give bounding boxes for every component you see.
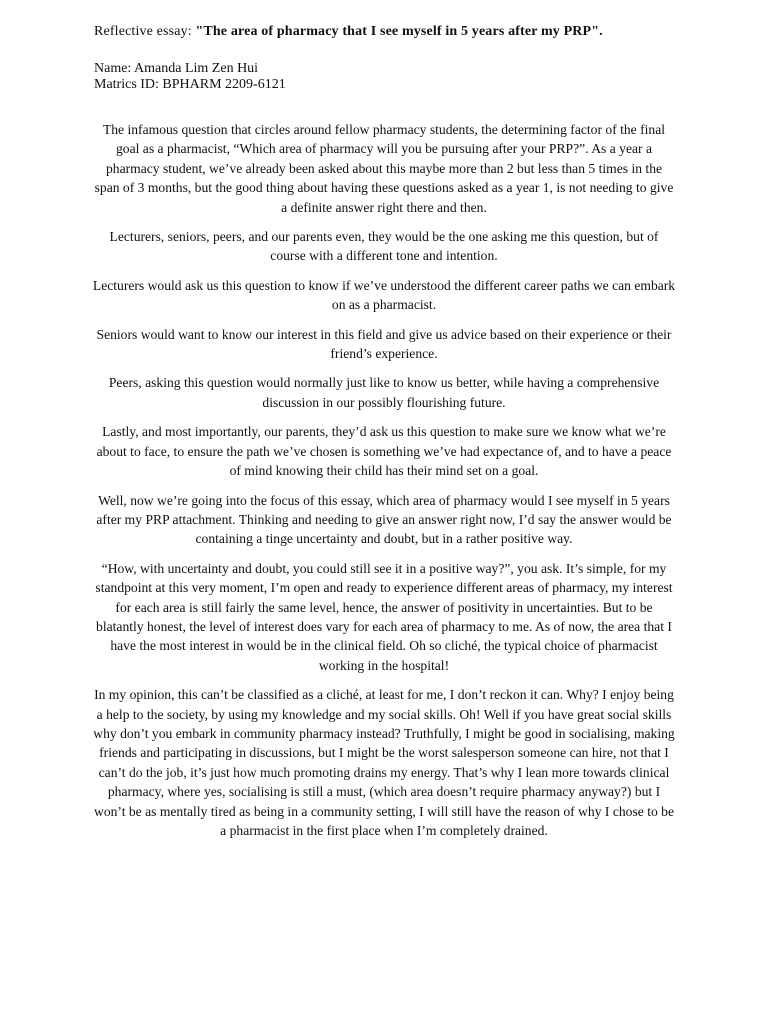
paragraph-2: Lecturers, seniors, peers, and our parents even, they would be the one asking me this question, but of course with a different tone and intention. — [109, 229, 659, 264]
essay-body — [92, 120, 676, 850]
paragraph-1: The infamous question that circles around fellow pharmacy students, the determining factor of the final goal as a pharmacist, “Which area of pharmacy will you be pursuing after your PRP?”. As a year a pharmacy student, we’ve already been asked about this maybe more than 2 but less than 5 times in the span of 3 months, but the good thing about having these questions asked as a year 1, is not needing to give a definite answer right there and then. — [94, 122, 674, 215]
paragraph-7: Well, now we’re going into the focus of this essay, which area of pharmacy would I see myself in 5 years after my PRP attachment. Thinking and needing to give an answer right now, I’d say the answer would be containing a tinge uncertainty and doubt, but in a rather positive way. — [96, 492, 672, 547]
essay-title: "The area of pharmacy that I see myself in 5 years after my PRP". — [195, 24, 603, 39]
paragraph-9: In my opinion, this can’t be classified as a cliché, at least for me, I don’t reckon it can. Why? I enjoy being a help to the society, by using my knowledge and my social skills. Oh! Well if you have great social skills why don’t you embark in community pharmacy instead? Truthfully, I might be good in socialising, making friends and participating in discussions, but I might be the worst salesperson someone can hire, not that I can’t do the job, it’s just how much promoting drains my energy. That’s why I lean more towards clinical pharmacy, where yes, socialising is still a must, (which area doesn’t require pharmacy anyway?) but I won’t be as mentally tired as being in a community setting, I will still have the reason of why I chose to be a pharmacist in the first place when I’m completely drained. — [93, 687, 675, 838]
paragraph-4: Seniors would want to know our interest in this field and give us advice based on their experience or their friend’s experience. — [96, 326, 672, 362]
paragraph-3: Lecturers would ask us this question to know if we’ve understood the different career paths we can embark on as a pharmacist. — [92, 277, 676, 313]
paragraph-6: Lastly, and most importantly, our parents, they’d ask us this question to make sure we know what we’re about to face, to ensure the path we’ve chosen is something we’ve had expectance of, and to have a peace of mind knowing their child has their mind set on a goal. — [96, 424, 672, 479]
matrics-id: Matrics ID: BPHARM 2209-6121 — [94, 77, 286, 92]
author-name: Name: Amanda Lim Zen Hui — [94, 61, 259, 76]
essay-heading-prefix: Reflective essay: — [94, 24, 196, 39]
essay-heading — [94, 22, 603, 41]
paragraph-5: Peers, asking this question would normally just like to know us better, while having a comprehensive discussion in our possibly flourishing future. — [108, 375, 660, 410]
paragraph-8: “How, with uncertainty and doubt, you could still see it in a positive way?”, you ask. It’s simple, for my standpoint at this very moment, I’m open and ready to experience different areas of pharmacy, my interest for each area is still fairly the same level, hence, the answer of positivity in uncertainties. But to be blatantly honest, the level of interest does vary for each area of pharmacy to me. As of now, the area that I have the most interest in would be in the clinical field. Oh so cliché, the typical choice of pharmacist working in the hospital! — [95, 560, 673, 673]
